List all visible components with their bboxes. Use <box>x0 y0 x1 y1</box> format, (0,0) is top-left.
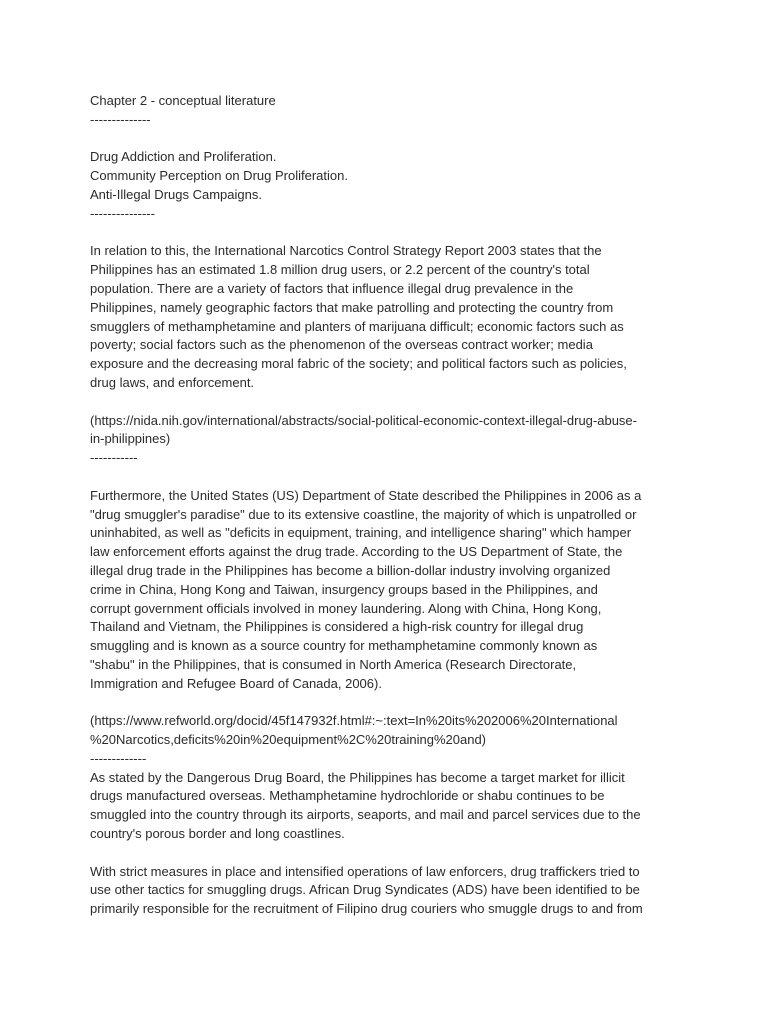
source-citation <box>90 712 690 750</box>
topic-list <box>90 148 690 204</box>
topic-item: Drug Addiction and Proliferation. <box>90 149 277 165</box>
separator: ------------- <box>90 750 147 766</box>
paragraph-line: corrupt government officials involved in money laundering. Along with China, Hong Kong, <box>90 600 602 616</box>
paragraph-line: uninhabited, as well as "deficits in equipment, training, and intelligence sharing" which hamper <box>90 525 632 541</box>
paragraph-line: In relation to this, the International Narcotics Control Strategy Report 2003 states that the <box>90 243 602 259</box>
paragraph <box>90 863 690 919</box>
paragraph <box>90 769 690 844</box>
paragraph-line: law enforcement efforts against the drug trade. According to the US Department of State, the <box>90 544 623 560</box>
paragraph <box>90 242 690 392</box>
source-line: (https://nida.nih.gov/international/abstracts/social-political-economic-context-illegal-drug-abuse- <box>90 412 637 428</box>
paragraph-line: smuggling and is known as a source country for methamphetamine commonly known as <box>90 638 598 654</box>
paragraph-line: population. There are a variety of factors that influence illegal drug prevalence in the <box>90 280 574 296</box>
paragraph-line: crime in China, Hong Kong and Taiwan, insurgency groups based in the Philippines, and <box>90 581 598 597</box>
paragraph-line: With strict measures in place and intensified operations of law enforcers, drug traffickers tried to <box>90 863 640 879</box>
separator: -------------- <box>90 111 151 127</box>
paragraph-line: poverty; social factors such as the phenomenon of the overseas contract worker; media <box>90 337 593 353</box>
topic-item: Anti-Illegal Drugs Campaigns. <box>90 186 262 202</box>
paragraph-line: country's porous border and long coastlines. <box>90 826 345 842</box>
paragraph-line: smuggled into the country through its airports, seaports, and mail and parcel services due to the <box>90 807 641 823</box>
source-line: in-philippines) <box>90 431 171 447</box>
separator: --------------- <box>90 205 155 221</box>
chapter-title: Chapter 2 - conceptual literature <box>90 93 276 108</box>
paragraph-line: exposure and the decreasing moral fabric of the society; and political factors such as policies, <box>90 356 627 372</box>
paragraph-line: Thailand and Vietnam, the Philippines is considered a high-risk country for illegal drug <box>90 619 584 635</box>
paragraph-line: drug laws, and enforcement. <box>90 374 255 390</box>
paragraph-line: "shabu" in the Philippines, that is consumed in North America (Research Directorate, <box>90 656 577 672</box>
paragraph-line: Furthermore, the United States (US) Department of State described the Philippines in 2006 as a <box>90 487 642 503</box>
paragraph <box>90 487 690 694</box>
paragraph-line: Philippines has an estimated 1.8 million drug users, or 2.2 percent of the country's total <box>90 262 590 278</box>
topic-item: Community Perception on Drug Proliferation. <box>90 168 348 184</box>
document-page <box>90 92 690 919</box>
source-line: %20Narcotics,deficits%20in%20equipment%2C%20training%20and) <box>90 732 487 748</box>
paragraph-line: primarily responsible for the recruitment of Filipino drug couriers who smuggle drugs to and from <box>90 901 643 917</box>
separator: ----------- <box>90 450 138 466</box>
paragraph-line: Immigration and Refugee Board of Canada, 2006). <box>90 675 382 691</box>
paragraph-line: use other tactics for smuggling drugs. African Drug Syndicates (ADS) have been identified to be <box>90 882 640 898</box>
paragraph-line: As stated by the Dangerous Drug Board, the Philippines has become a target market for illicit <box>90 769 625 785</box>
paragraph-line: drugs manufactured overseas. Methamphetamine hydrochloride or shabu continues to be <box>90 788 605 804</box>
paragraph-line: "drug smuggler's paradise" due to its extensive coastline, the majority of which is unpatrolled or <box>90 506 637 522</box>
paragraph-line: illegal drug trade in the Philippines has become a billion-dollar industry involving organized <box>90 562 611 578</box>
source-line: (https://www.refworld.org/docid/45f147932f.html#:~:text=In%20its%202006%20International <box>90 713 618 729</box>
paragraph-line: Philippines, namely geographic factors that make patrolling and protecting the country from <box>90 299 614 315</box>
paragraph-line: smugglers of methamphetamine and planters of marijuana difficult; economic factors such as <box>90 318 624 334</box>
source-citation <box>90 412 690 450</box>
